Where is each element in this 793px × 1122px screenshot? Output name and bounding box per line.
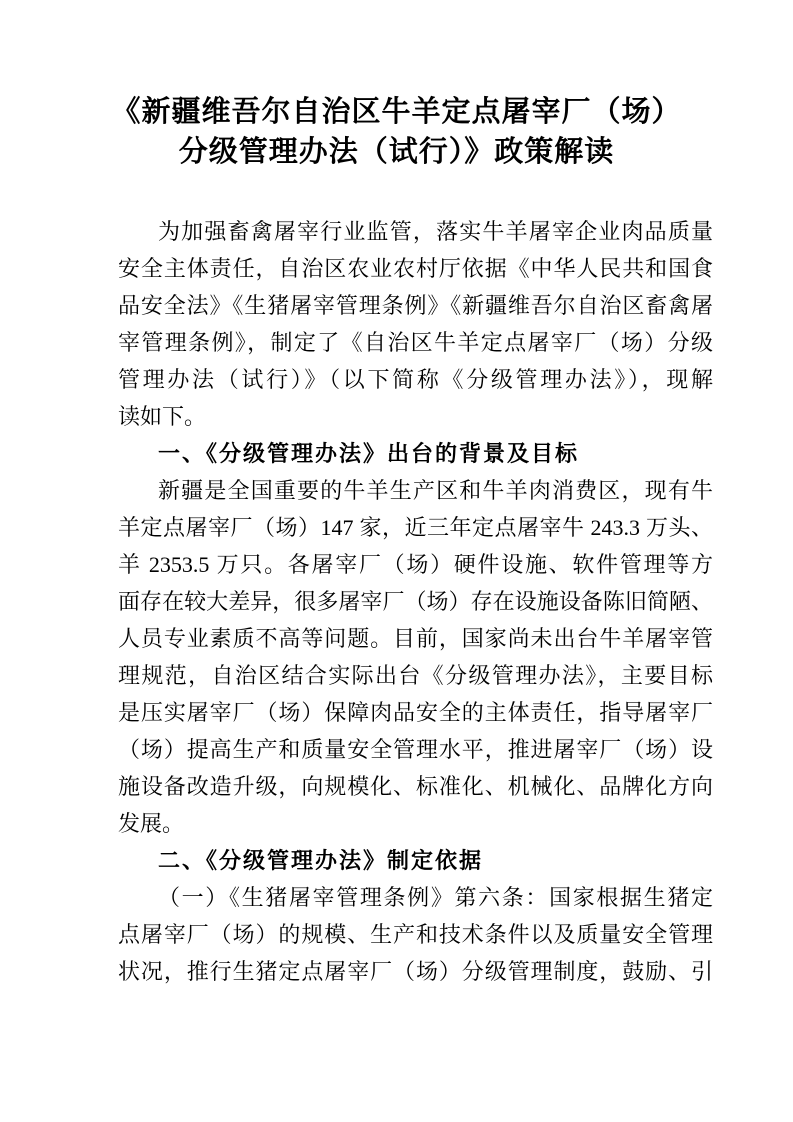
body-line: （场）提高生产和质量安全管理水平，推进屠宰厂（场）设 [118,737,713,762]
body-line: 点屠宰厂（场）的规模、生产和技术条件以及质量安全管理 [118,922,713,947]
body-line: 为加强畜禽屠宰行业监管，落实牛羊屠宰企业肉品质量 [158,219,713,244]
body-line: 理规范，自治区结合实际出台《分级管理办法》，主要目标 [118,663,713,688]
body-line: 面存在较大差异，很多屠宰厂（场）存在设施设备陈旧简陋、 [118,589,713,614]
body-line: 新疆是全国重要的牛羊生产区和牛羊肉消费区，现有牛 [158,478,713,503]
body-line: 是压实屠宰厂（场）保障肉品安全的主体责任，指导屠宰厂 [118,700,713,725]
body-line: （一）《生猪屠宰管理条例》第六条：国家根据生猪定 [158,885,713,910]
section-heading: 一、《分级管理办法》出台的背景及目标 [158,441,580,466]
body-line: 施设备改造升级，向规模化、标准化、机械化、品牌化方向 [118,774,713,799]
body-line: 状况，推行生猪定点屠宰厂（场）分级管理制度，鼓励、引 [118,959,713,984]
section-heading: 二、《分级管理办法》制定依据 [158,848,484,873]
document-title-line-2: 分级管理办法（试行）》政策解读 [178,136,615,168]
document-title-line-1: 《新疆维吾尔自治区牛羊定点屠宰厂（场） [111,96,682,128]
document-body [118,213,713,990]
body-line: 羊 2353.5 万只。各屠宰厂（场）硬件设施、软件管理等方 [118,552,713,577]
body-line: 品安全法》《生猪屠宰管理条例》《新疆维吾尔自治区畜禽屠 [118,293,713,318]
body-line: 管理办法（试行）》（以下简称《分级管理办法》），现解 [118,367,713,392]
body-line: 读如下。 [118,404,207,429]
body-line: 发展。 [118,811,185,836]
body-line: 宰管理条例》，制定了《自治区牛羊定点屠宰厂（场）分级 [118,330,713,355]
body-line: 羊定点屠宰厂（场）147 家，近三年定点屠宰牛 243.3 万头、 [118,515,713,540]
body-line: 人员专业素质不高等问题。目前，国家尚未出台牛羊屠宰管 [118,626,713,651]
body-line: 安全主体责任，自治区农业农村厅依据《中华人民共和国食 [118,256,713,281]
document-title [0,92,793,172]
